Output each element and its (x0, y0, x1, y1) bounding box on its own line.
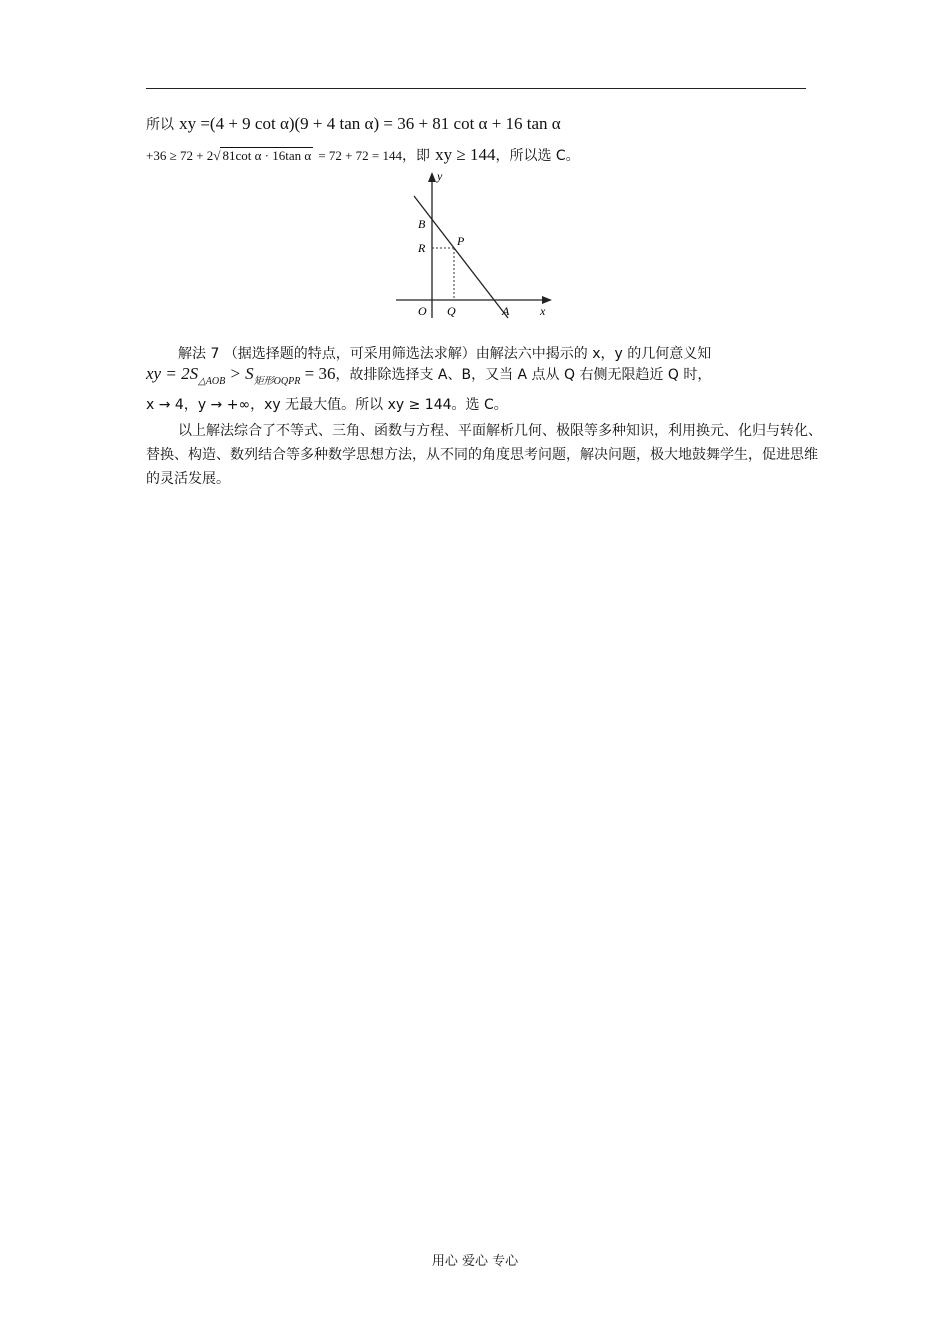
method7-eq-end: = 36 (300, 364, 336, 383)
method7-intro: （据选择题的特点，可采用筛选法求解）由解法六中揭示的 x，y 的几何意义知 (223, 346, 712, 362)
line2-tail: ，所以选 C。 (495, 148, 580, 164)
label-x: x (540, 304, 546, 318)
line1-prefix: 所以 (146, 117, 174, 133)
method7-text1: ，故排除选择支 A、B，又当 A 点从 Q 右侧无限趋近 Q 时， (335, 367, 712, 383)
label-R: R (418, 241, 426, 255)
header-rule (146, 88, 806, 89)
method7-sub2: 矩形OQPR (253, 376, 301, 387)
method7-eq: xy = 2S (146, 364, 199, 383)
line2-formula-a: +36 ≥ 72 + 2 (146, 148, 214, 163)
y-axis-arrow (428, 172, 436, 182)
line1-formula: xy =(4 + 9 cot α)(9 + 4 tan α) = 36 + 81 cot α + 16 tan α (179, 114, 561, 133)
method7-line2 (146, 364, 712, 387)
label-y: y (437, 169, 443, 183)
coordinate-figure (390, 168, 560, 323)
label-Q: Q (447, 304, 456, 318)
equation-line-2: +36 ≥ 72 + 2√ 81cot α · 16tan α = 72 + 72 = 144，即 xy ≥ 144，所以选 C。 (146, 145, 580, 164)
line2-result: xy ≥ 144 (435, 145, 496, 164)
x-axis-arrow (542, 296, 552, 304)
method7-title: 解法 7 (178, 346, 220, 362)
label-A: A (502, 304, 510, 318)
method7-sub1: △AOB (198, 376, 226, 387)
method7-gt: > S (225, 364, 254, 383)
equation-line-1 (146, 114, 561, 134)
line2-sqrt: 81cot α · 16tan α (222, 148, 312, 163)
method7-line3 (146, 394, 508, 414)
label-P: P (457, 234, 465, 248)
line2-formula-b: = 72 + 72 = 144 (318, 148, 403, 163)
summary-paragraph: 以上解法综合了不等式、三角、函数与方程、平面解析几何、极限等多种知识，利用换元、化归与转化、替换、构造、数列结合等多种数学思想方法，从不同的角度思考问题，解决问题，极大地鼓舞学生，促进思维的灵活发展。 (146, 423, 822, 487)
method7-limit: x → 4，y → +∞，xy 无最大值。所以 xy ≥ 144。选 C。 (146, 397, 508, 413)
method7-line1 (178, 343, 711, 363)
label-O: O (418, 304, 427, 318)
line2-sep: ，即 (402, 148, 431, 164)
label-B: B (418, 217, 426, 231)
page-footer: 用心 爱心 专心 (431, 1254, 519, 1269)
